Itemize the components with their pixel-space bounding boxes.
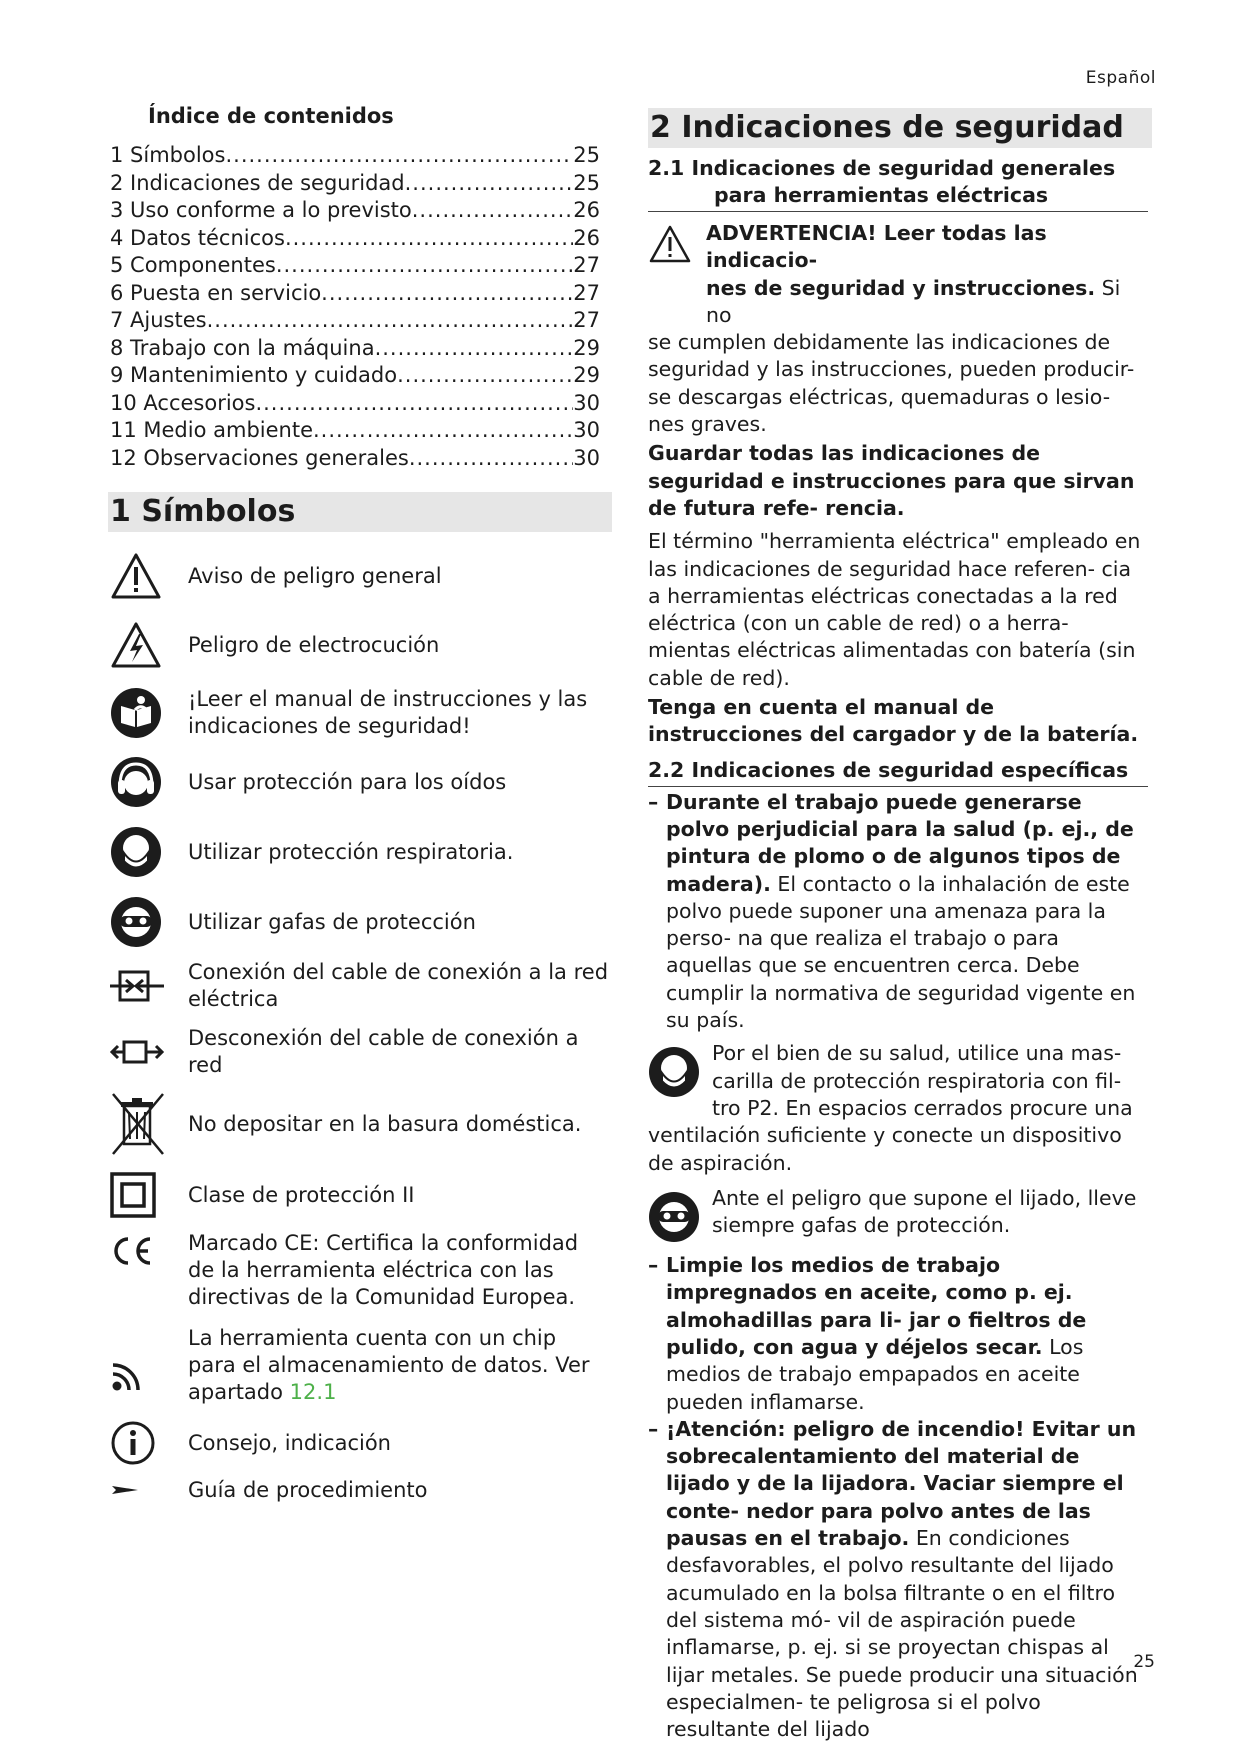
list-item: – Limpie los medios de trabajo impregnados en aceite, como p. ej. almohadillas para li- jar o fieltros de pulido, con agua y déjelos secar. Los medios de trabajo empapados en aceite pueden inflamarse. xyxy=(648,1253,1087,1414)
term-paragraph: El término "herramienta eléctrica" empleado en las indicaciones de seguridad hace referen- cia a herramientas eléctricas conectadas a la red eléctrica (con un cable de red) o a herra- mientas eléctricas alimentadas con batería (sin cable de red). xyxy=(648,529,1141,690)
toc-item[interactable]: 3 Uso conforme a lo previsto ..... 26 xyxy=(110,197,600,225)
symbol-text: Consejo, indicación xyxy=(188,1430,391,1455)
symbol-row xyxy=(110,684,610,742)
safety-goggles-icon xyxy=(110,896,172,948)
symbol-row xyxy=(110,1024,610,1080)
section1-heading: 1 Símbolos xyxy=(108,492,612,532)
toc-item[interactable]: 9 Mantenimiento y cuidado ..... 29 xyxy=(110,362,600,390)
list-item: – Durante el trabajo puede generarse polvo perjudicial para la salud (p. ej., de pintura de plomo o de algunos tipos de madera). El contacto o la inhalación de este polvo puede suponer una amenaza para la perso- na que realiza el trabajo o para aquellas que se encuentren cerca. Debe cumplir la normativa de seguridad vigente en su país. xyxy=(648,789,1136,1033)
symbol-text: No depositar en la basura doméstica. xyxy=(188,1111,582,1136)
mask-paragraph: Por el bien de su salud, utilice una mas- carilla de protección respiratoria con fil- tro P2. En espacios cerrados procure una ventilación suficiente y conecte un dispositivo de aspiración. xyxy=(648,1041,1133,1175)
toc-title: Índice de contenidos xyxy=(148,104,394,128)
left-column xyxy=(110,104,610,1508)
warning-triangle-icon xyxy=(648,220,706,329)
symbol-row xyxy=(110,752,610,812)
warning-paragraph: ADVERTENCIA! Leer todas las indicacio- nes de seguridad y instrucciones. Si no se cumplen debidamente las indicaciones de seguridad y las instrucciones, pueden producir- se descargas eléctricas, quemaduras o lesio- nes graves. xyxy=(648,221,1135,437)
symbol-row xyxy=(110,892,610,952)
charger-paragraph: Tenga en cuenta el manual de instrucciones del cargador y de la batería. xyxy=(648,695,1139,747)
respiratory-protection-icon xyxy=(110,826,172,878)
read-manual-icon xyxy=(110,687,172,739)
symbol-row xyxy=(110,1472,610,1508)
toc-item[interactable]: 12 Observaciones generales ..... 30 xyxy=(110,445,600,473)
language-label: Español xyxy=(1085,68,1156,88)
procedure-arrow-icon xyxy=(110,1484,172,1496)
symbol-text: Usar protección para los oídos xyxy=(188,769,507,794)
symbol-row xyxy=(110,958,610,1014)
keep-instructions-paragraph: Guardar todas las indicaciones de seguridad e instrucciones para que sirvan de futura refe- rencia. xyxy=(648,441,1135,520)
section-link[interactable]: 12.1 xyxy=(289,1379,337,1404)
right-column xyxy=(648,108,1148,1743)
plug-connect-icon xyxy=(110,968,172,1004)
section2-heading: 2 Indicaciones de seguridad xyxy=(648,108,1152,148)
toc-item[interactable]: 11 Medio ambiente ..... 30 xyxy=(110,417,600,445)
toc-item[interactable]: 8 Trabajo con la máquina ..... 29 xyxy=(110,335,600,363)
toc-list xyxy=(110,142,610,472)
subsection-2-1-heading: 2.1 Indicaciones de seguridad generales para herramientas eléctricas xyxy=(648,155,1148,212)
symbol-text: Utilizar protección respiratoria. xyxy=(188,839,514,864)
symbol-text: Marcado CE: Certifica la conformidad de la herramienta eléctrica con las directivas de la Comunidad Europea. xyxy=(188,1231,579,1309)
toc-item[interactable]: 5 Componentes ..... 27 xyxy=(110,252,600,280)
toc-item[interactable]: 2 Indicaciones de seguridad ..... 25 xyxy=(110,170,600,198)
symbol-row xyxy=(110,1418,610,1468)
toc-item[interactable]: 10 Accesorios ..... 30 xyxy=(110,390,600,418)
symbol-row xyxy=(110,1092,610,1156)
symbol-row xyxy=(110,614,610,676)
rfid-chip-icon xyxy=(110,1337,172,1393)
toc-item[interactable]: 1 Símbolos ..... 25 xyxy=(110,142,600,170)
symbol-text: ¡Leer el manual de instrucciones y las indicaciones de seguridad! xyxy=(188,687,588,738)
symbol-text: Aviso de peligro general xyxy=(188,563,442,588)
symbol-row xyxy=(110,1324,610,1406)
toc-item[interactable]: 6 Puesta en servicio ..... 27 xyxy=(110,280,600,308)
symbol-text: Peligro de electrocución xyxy=(188,632,440,657)
symbol-row xyxy=(110,546,610,606)
page-number: 25 xyxy=(1133,1652,1155,1672)
symbol-text: Guía de procedimiento xyxy=(188,1477,428,1502)
symbol-row xyxy=(110,1168,610,1222)
toc-item[interactable]: 4 Datos técnicos ..... 26 xyxy=(110,225,600,253)
symbol-row xyxy=(110,1230,610,1312)
symbol-row xyxy=(110,822,610,882)
safety-goggles-icon xyxy=(648,1191,700,1250)
protection-class-ii-icon xyxy=(110,1172,172,1218)
goggles-paragraph: Ante el peligro que supone el lijado, lleve siempre gafas de protección. xyxy=(648,1185,1148,1240)
ear-protection-icon xyxy=(110,756,172,808)
symbol-text: Utilizar gafas de protección xyxy=(188,909,476,934)
toc-item[interactable]: 7 Ajustes ..... 27 xyxy=(110,307,600,335)
plug-disconnect-icon xyxy=(110,1034,172,1070)
symbol-text: Desconexión del cable de conexión a red xyxy=(188,1026,579,1077)
symbol-text: Clase de protección II xyxy=(188,1182,415,1207)
electric-shock-icon xyxy=(110,621,172,669)
subsection-2-2-heading: 2.2 Indicaciones de seguridad específicas xyxy=(648,757,1148,787)
ce-mark-icon xyxy=(110,1230,172,1266)
crossed-bin-icon xyxy=(110,1092,172,1156)
symbol-text: Conexión del cable de conexión a la red eléctrica xyxy=(188,960,609,1011)
list-item: – ¡Atención: peligro de incendio! Evitar un sobrecalentamiento del material de lijado y de la lijadora. Vaciar siempre el conte- nedor para polvo antes de las pausas en el trabajo. En condiciones desfavorables, el polvo resultante del lijado acumulado en la bolsa filtrante o en el filtro del sistema mó- vil de aspiración puede inflamarse, p. ej. si se proyectan chispas al lijar metales. Se puede producir una situación especialmen- te peligrosa si el polvo resultante del lijado xyxy=(648,1416,1138,1742)
respiratory-protection-icon xyxy=(648,1046,700,1105)
symbol-text: La herramienta cuenta con un chip para el almacenamiento de datos. Ver apartado 12.1 xyxy=(188,1325,590,1404)
info-icon xyxy=(110,1420,172,1466)
warning-triangle-icon xyxy=(110,552,172,600)
